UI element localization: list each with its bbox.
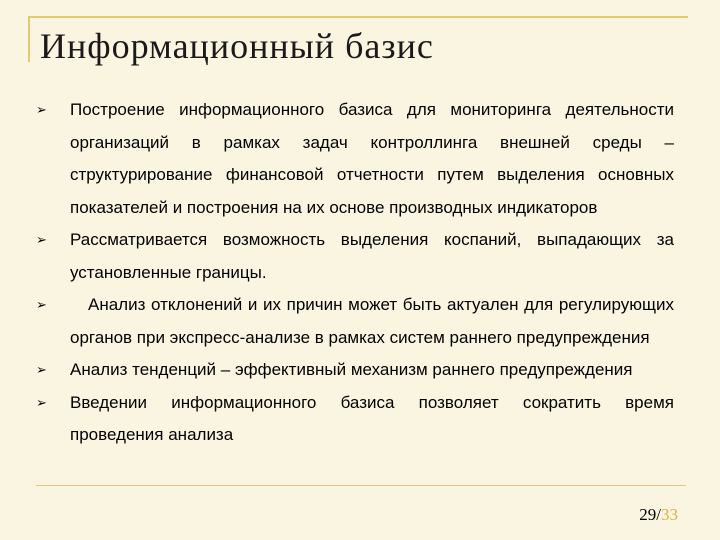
arrow-bullet-icon: ➢ xyxy=(36,102,47,117)
slide-title: Информационный базис xyxy=(40,26,434,66)
arrow-bullet-icon: ➢ xyxy=(36,362,47,377)
footer-divider xyxy=(36,485,686,486)
arrow-bullet-icon: ➢ xyxy=(36,232,47,247)
arrow-bullet-icon: ➢ xyxy=(36,297,47,312)
title-frame-top-line xyxy=(28,16,688,18)
page-total: 33 xyxy=(661,505,678,524)
title-frame-left-line xyxy=(28,16,30,62)
bullet-text: Рассматривается возможность выделения коспаний, выпадающих за установленные границы. xyxy=(70,230,674,282)
arrow-bullet-icon: ➢ xyxy=(36,394,47,410)
bullet-item xyxy=(36,224,674,289)
page-current: 29 xyxy=(639,505,657,524)
bullet-text: Построение информационного базиса для мониторинга деятельности организаций в рамках задач контроллинга внешней среды – структурирование финансовой отчетности путем выделения основных показателей и построения на их основе производных индикаторов xyxy=(70,100,674,217)
bullet-item xyxy=(36,289,674,354)
bullet-item xyxy=(36,387,674,452)
bullet-text: Анализ тенденций – эффективный механизм раннего предупреждения xyxy=(70,360,633,379)
bullet-item xyxy=(36,354,674,387)
bullet-item xyxy=(36,94,674,224)
page-number xyxy=(639,505,678,525)
page-separator: / xyxy=(656,505,661,524)
bullet-text: Анализ отклонений и их причин может быть актуален для регулирующих органов при экспресс-анализе в рамках систем раннего предупреждения xyxy=(70,295,674,347)
bullet-text: Введении информационного базиса позволяет сократить время проведения анализа xyxy=(70,392,674,444)
bullet-list xyxy=(36,94,674,452)
